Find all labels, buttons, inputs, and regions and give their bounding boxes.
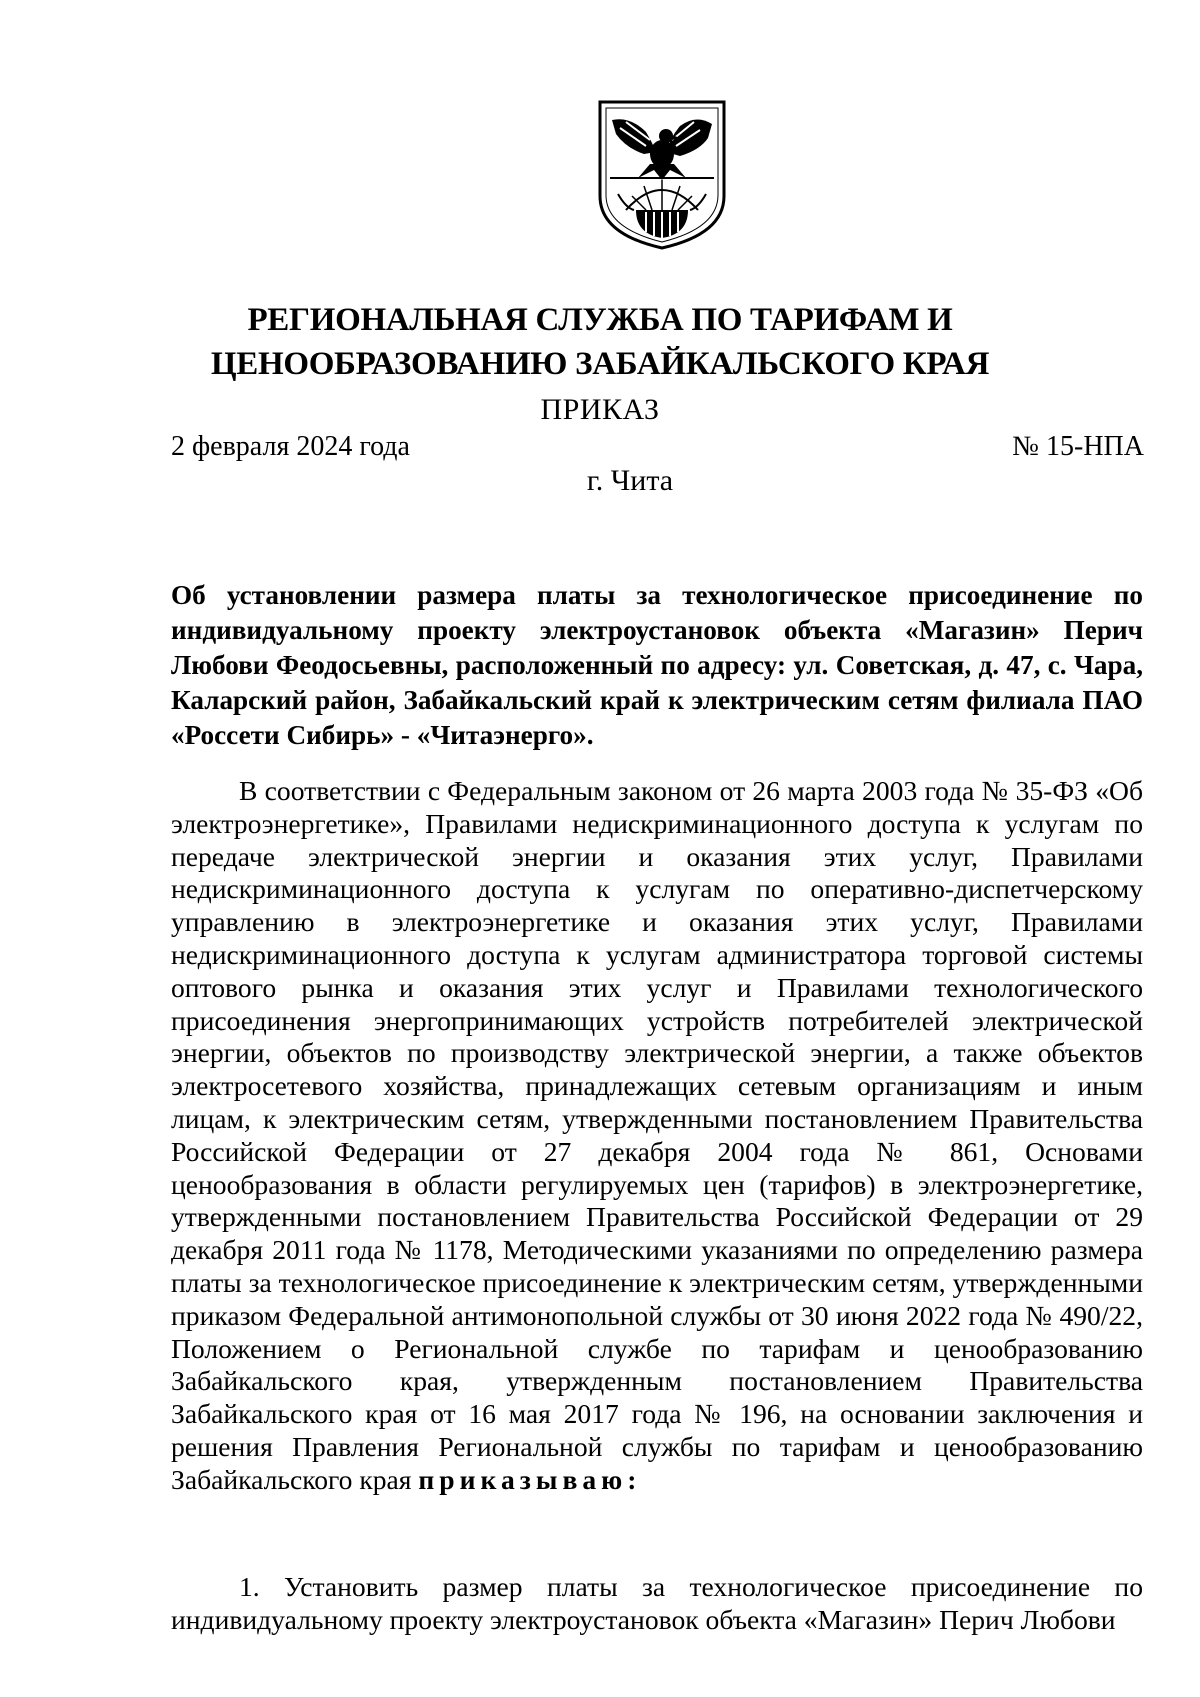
order-item-1: 1. Установить размер платы за технологическое присоединение по индивидуальному проекту электроустановок объекта «Магазин» Перич Любови: [171, 1571, 1143, 1635]
organization-title: [160, 298, 1040, 386]
coat-of-arms-emblem: [596, 98, 728, 252]
document-type: ПРИКАЗ: [540, 393, 660, 426]
document-subject: Об установлении размера платы за технологическое присоединение по индивидуальному проекту электроустановок объекта «Магазин» Перич Любови Феодосьевны, расположенный по адресу: ул. Советская, д. 47, с. Чара, Каларский район, Забайкальский край к электрическим сетям филиала ПАО «Россети Сибирь» - «Читаэнерго».: [171, 580, 1143, 750]
organization-title-line-1: РЕГИОНАЛЬНАЯ СЛУЖБА ПО ТАРИФАМ И: [247, 302, 953, 338]
preamble-paragraph: [171, 775, 1143, 1497]
document-city: г. Чита: [586, 464, 674, 497]
organization-title-line-2: ЦЕНООБРАЗОВАНИЮ ЗАБАЙКАЛЬСКОГО КРАЯ: [210, 346, 990, 382]
document-date: 2 февраля 2024 года: [171, 431, 410, 462]
order-verdict: приказываю:: [418, 1463, 642, 1495]
document-number: № 15-НПА: [1012, 431, 1144, 462]
preamble-text: В соответствии с Федеральным законом от 26 марта 2003 года № 35-ФЗ «Об электроэнергетике», Правилами недискриминационного доступа к услугам по передаче электрической энергии и оказания этих услуг, Правилами недискриминационного доступа к услугам по оперативно-диспетчерскому управлению в электроэнергетике и оказания этих услуг, Правилами недискриминационного доступа к услугам администратора торговой системы оптового рынка и оказания этих услуг и Правилами технологического присоединения энергопринимающих устройств потребителей электрической энергии, объектов по производству электрической энергии, а также объектов электросетевого хозяйства, принадлежащих сетевым организациям и иным лицам, к электрическим сетям, утвержденными постановлением Правительства Российской Федерации от 27 декабря 2004 года № 861, Основами ценообразования в области регулируемых цен (тарифов) в электроэнергетике, утвержденными постановлением Правительства Российской Федерации от 29 декабря 2011 года № 1178, Методическими указаниями по определению размера платы за технологическое присоединение к электрическим сетям, утвержденными приказом Федеральной антимонопольной службы от 30 июня 2022 года № 490/22, Положением о Региональной службе по тарифам и ценообразованию Забайкальского края, утвержденным постановлением Правительства Забайкальского края от 16 мая 2017 года № 196, на основании заключения и решения Правления Региональной службы по тарифам и ценообразованию Забайкальского края: [171, 775, 1143, 1495]
